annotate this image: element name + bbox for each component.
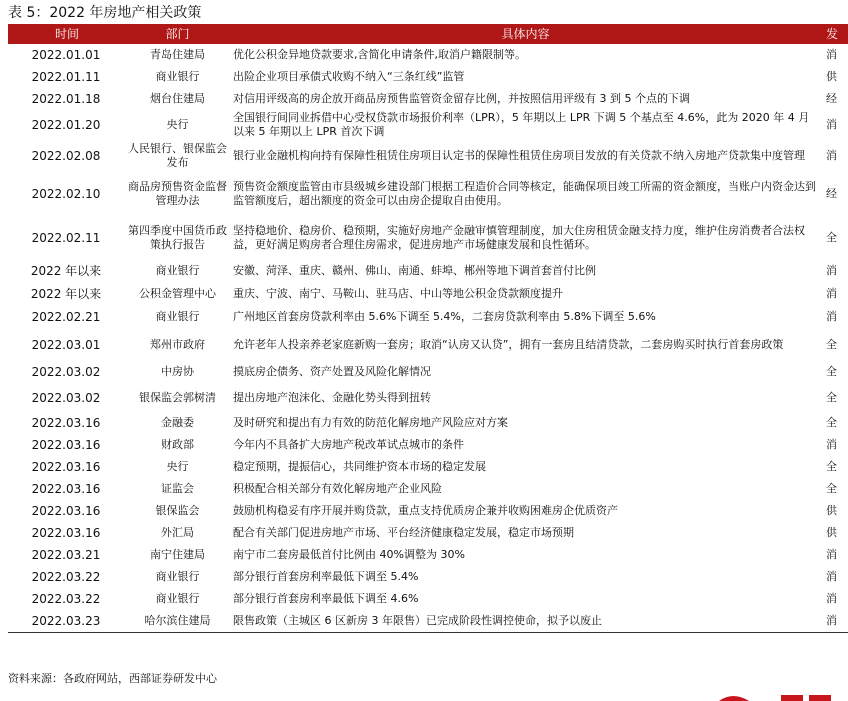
row-date: 2022.03.02	[31, 390, 101, 405]
row-date: 2022.02.08	[31, 148, 101, 163]
row-type: 消	[826, 438, 837, 451]
table-row	[8, 412, 848, 434]
row-dept: 央行	[166, 117, 189, 131]
row-date: 2022.03.22	[31, 592, 101, 606]
row-dept: 公积金管理中心	[139, 287, 216, 300]
table-title: 表 5：2022 年房地产相关政策	[8, 5, 202, 21]
policy-table	[8, 24, 848, 633]
row-date: 2022.01.01	[31, 48, 101, 62]
table-row	[8, 522, 848, 544]
row-dept: 青岛住建局	[150, 48, 205, 61]
row-date: 2022 年以来	[30, 264, 102, 278]
row-date: 2022.03.16	[31, 460, 101, 474]
row-dept: 中房协	[161, 365, 194, 378]
table-row	[8, 566, 848, 588]
row-type: 消	[826, 287, 837, 300]
row-type: 全	[826, 460, 837, 473]
row-dept: 商品房预售资金监督管理办法	[128, 180, 227, 207]
row-content: 提出房地产泡沫化、金融化势头得到扭转	[233, 390, 431, 404]
row-type: 消	[826, 48, 837, 61]
header-date: 时间	[54, 27, 79, 41]
row-type: 消	[826, 570, 837, 583]
row-date: 2022.03.16	[31, 416, 101, 430]
source-note: 资料来源：各政府网站，西部证券研发中心	[8, 672, 217, 685]
row-content: 预售资金额度监管由市县级城乡建设部门根据工程造价合同等核定，能确保项目竣工所需的资金额度，当账户内资金达到监管额度后，超出额度的资金可以由房企提取自由使用。	[233, 180, 816, 207]
row-content: 今年内不具备扩大房地产税改革试点城市的条件	[233, 438, 464, 451]
row-type: 消	[826, 548, 837, 561]
row-dept: 商业银行	[155, 264, 200, 277]
row-date: 2022.02.11	[31, 231, 101, 245]
row-content: 稳定预期，提振信心，共同维护资本市场的稳定发展	[233, 460, 486, 473]
row-type: 消	[826, 310, 837, 323]
row-type: 消	[826, 148, 837, 162]
row-date: 2022.03.16	[31, 438, 101, 452]
row-date: 2022.03.01	[31, 337, 101, 352]
table-row	[8, 139, 848, 172]
row-content: 优化公积金异地贷款要求,含简化申请条件,取消户籍限制等。	[233, 48, 526, 61]
row-dept: 商业银行	[155, 570, 200, 583]
row-type: 消	[822, 610, 848, 632]
row-content: 银行业金融机构向持有保障性租赁住房项目认定书的保障性租赁住房项目发放的有关贷款不纳入房地产贷款集中度管理	[233, 148, 805, 162]
row-content: 重庆、宁波、南宁、马鞍山、驻马店、中山等地公积金贷款额度提升	[233, 287, 563, 300]
row-date: 2022.03.21	[31, 548, 101, 562]
row-date: 2022.01.18	[31, 92, 101, 106]
table-row	[8, 282, 848, 306]
row-dept: 烟台住建局	[150, 92, 205, 105]
table-row	[8, 361, 848, 383]
row-type: 消	[826, 117, 837, 131]
row-type: 全	[826, 416, 837, 429]
table-row	[8, 110, 848, 139]
row-type: 全	[826, 390, 837, 404]
brand-logo	[711, 693, 831, 701]
row-content: 安徽、菏泽、重庆、赣州、佛山、南通、蚌埠、郴州等地下调首套首付比例	[233, 264, 596, 277]
row-date: 2022.03.16	[31, 482, 101, 496]
row-date: 2022.03.16	[31, 504, 101, 518]
row-dept: 银保监会郭树清	[139, 390, 216, 404]
row-date: 2022.02.10	[31, 187, 101, 201]
row-content: 广州地区首套房贷款利率由 5.6%下调至 5.4%，二套房贷款利率由 5.8%下调至 5.6%	[233, 310, 656, 323]
row-date: 2022.01.20	[31, 117, 101, 132]
row-date: 2022.01.11	[31, 70, 101, 84]
row-type: 供	[826, 526, 837, 539]
table-row	[8, 88, 848, 110]
table-row	[8, 434, 848, 456]
table-row	[8, 544, 848, 566]
row-dept: 财政部	[161, 438, 194, 451]
table-header-row	[8, 24, 848, 44]
row-dept: 哈尔滨住建局	[126, 610, 229, 632]
row-dept: 商业银行	[155, 70, 200, 83]
row-content: 配合有关部门促进房地产市场、平台经济健康稳定发展，稳定市场预期	[233, 526, 574, 539]
row-type: 供	[826, 70, 837, 83]
row-content: 积极配合相关部分有效化解房地产企业风险	[233, 482, 442, 495]
row-date: 2022 年以来	[30, 287, 102, 301]
row-content: 部分银行首套房利率最低下调至 5.4%	[233, 570, 419, 583]
row-content: 部分银行首套房利率最低下调至 4.6%	[233, 592, 419, 605]
row-dept: 人民银行、银保监会发布	[128, 141, 227, 169]
row-date: 2022.02.21	[31, 310, 101, 324]
row-dept: 外汇局	[161, 526, 194, 539]
row-content: 坚持稳地价、稳房价、稳预期，实施好房地产金融审慎管理制度，加大住房租赁金融支持力度，维护住房消费者合法权益，更好满足购房者合理住房需求，促进房地产市场健康发展和良性循环。	[233, 224, 805, 251]
row-dept: 第四季度中国货币政策执行报告	[128, 224, 227, 251]
row-content: 全国银行间同业拆借中心受权贷款市场报价利率（LPR），5 年期以上 LPR 下调 5 个基点至 4.6%，此为 2020 年 4 月以来 5 年期以上 LPR 首次下调	[233, 110, 810, 138]
row-content: 允许老年人投亲养老家庭新购一套房；取消“认房又认贷”，拥有一套房且结清贷款，二套房购买时执行首套房政策	[233, 337, 784, 351]
row-dept: 银保监会	[155, 504, 200, 517]
table-row	[8, 172, 848, 216]
header-type: 发	[826, 27, 839, 41]
row-dept: 南宁住建局	[150, 548, 205, 561]
table-row	[8, 66, 848, 88]
row-content: 出险企业项目承债式收购不纳入“三条红线”监管	[233, 70, 465, 83]
row-dept: 央行	[166, 460, 189, 473]
table-row	[8, 456, 848, 478]
logo-bar	[781, 695, 803, 701]
row-content: 限售政策（主城区 6 区新房 3 年限售）已完成阶段性调控使命，拟予以废止	[229, 610, 822, 632]
row-dept: 商业银行	[155, 592, 200, 605]
row-content: 对信用评级高的房企放开商品房预售监管资金留存比例，并按照信用评级有 3 到 5 个点的下调	[233, 92, 690, 105]
table-row	[8, 260, 848, 282]
row-dept: 郑州市政府	[150, 337, 205, 351]
row-date: 2022.03.23	[8, 610, 126, 632]
row-type: 供	[826, 504, 837, 517]
row-content: 摸底房企债务、资产处置及风险化解情况	[233, 365, 431, 378]
row-dept: 商业银行	[155, 310, 200, 323]
row-date: 2022.03.02	[31, 365, 101, 379]
row-type: 全	[826, 231, 837, 244]
table-row	[8, 44, 848, 66]
row-content: 鼓励机构稳妥有序开展并购贷款，重点支持优质房企兼并收购困难房企优质资产	[233, 504, 618, 517]
logo-swoosh	[719, 696, 749, 701]
header-content: 具体内容	[501, 27, 550, 41]
row-content: 南宁市二套房最低首付比例由 40%调整为 30%	[233, 548, 465, 561]
row-type: 消	[826, 592, 837, 605]
table-row	[8, 500, 848, 522]
row-type: 全	[826, 337, 837, 351]
table-row	[8, 610, 848, 632]
row-dept: 证监会	[161, 482, 194, 495]
row-type: 消	[826, 264, 837, 277]
row-type: 经	[826, 187, 837, 200]
row-dept: 金融委	[161, 416, 194, 429]
row-content: 及时研究和提出有力有效的防范化解房地产风险应对方案	[233, 416, 508, 429]
row-date: 2022.03.22	[31, 570, 101, 584]
logo-bar-2	[809, 695, 831, 701]
row-date: 2022.03.16	[31, 526, 101, 540]
table-row	[8, 216, 848, 260]
row-type: 全	[826, 365, 837, 378]
row-type: 全	[826, 482, 837, 495]
row-type: 经	[826, 92, 837, 105]
table-row	[8, 383, 848, 412]
table-row	[8, 328, 848, 361]
table-row	[8, 478, 848, 500]
header-dept: 部门	[165, 27, 190, 41]
table-body	[8, 44, 848, 632]
policy-table-container	[8, 24, 839, 633]
table-row	[8, 588, 848, 610]
table-row	[8, 306, 848, 328]
